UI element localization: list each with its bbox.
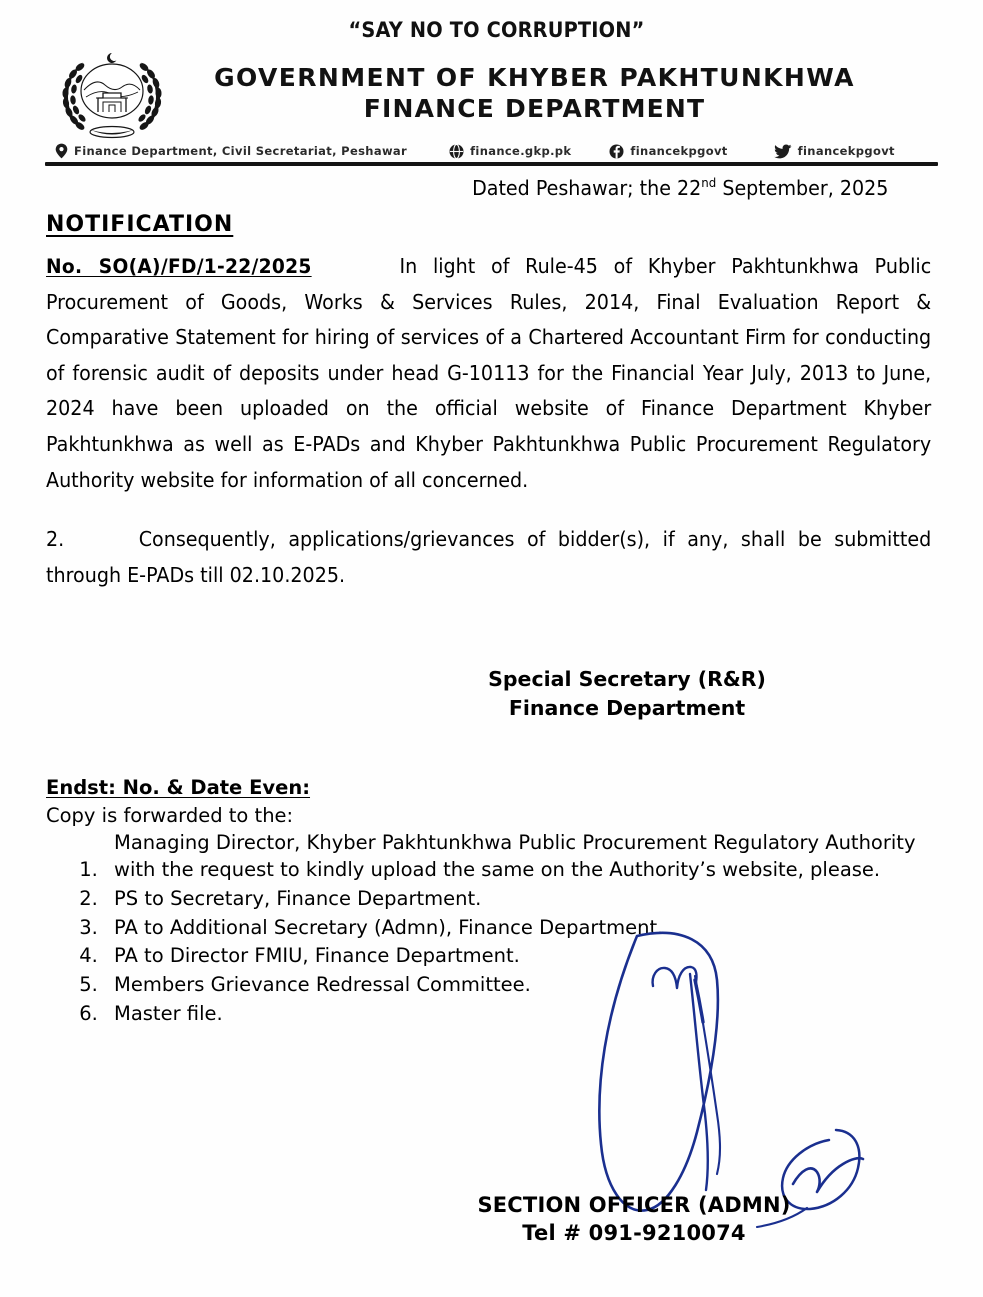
list-item [104, 942, 933, 970]
signatory-top [46, 665, 933, 723]
signatory-bottom-title: SECTION OFFICER (ADMN) [477, 1193, 791, 1217]
recipient-text: Master file. [114, 1001, 223, 1025]
recipient-text: Managing Director, Khyber Pakhtunkhwa Public Procurement Regulatory Authority with the request to kindly upload the same on the Authority’s website, please. [114, 830, 916, 882]
letterhead [0, 0, 983, 166]
recipient-text: PS to Secretary, Finance Department. [114, 886, 482, 910]
recipient-text: PA to Additional Secretary (Admn), Finance Department. [114, 915, 664, 939]
dateline [108, 175, 933, 200]
list-item [104, 829, 933, 884]
contact-website[interactable] [449, 144, 571, 159]
globe-icon [449, 144, 464, 159]
paragraph-two [46, 522, 931, 593]
endorsement-recipient-list [46, 829, 933, 1028]
endorsement-heading-row [46, 724, 933, 799]
signatory-top-title: Special Secretary (R&R) [488, 667, 766, 692]
dateline-suffix: September, 2025 [716, 175, 889, 200]
list-item [104, 1000, 933, 1028]
copy-forwarded-line: Copy is forwarded to the: [46, 803, 294, 827]
paragraph-two-text: Consequently, applications/grievances of bidder(s), if any, shall be submitted through E-PADs till 02.10.2025. [46, 527, 932, 587]
recipient-text: Members Grievance Redressal Committee. [114, 972, 531, 996]
signatory-bottom [0, 1192, 983, 1247]
website-text: finance.gkp.pk [470, 144, 572, 158]
notification-title-row [46, 200, 933, 237]
department-name: FINANCE DEPARTMENT [363, 93, 706, 123]
signatory-top-department: Finance Department [508, 696, 746, 721]
organization-titles [171, 63, 938, 124]
page-title: NOTIFICATION [46, 211, 234, 237]
contact-address [55, 143, 407, 159]
khyber-pakhtunkhwa-government-emblem [53, 46, 171, 141]
list-item [104, 885, 933, 913]
twitter-handle: financekpgovt [797, 144, 895, 158]
contact-twitter[interactable] [774, 144, 895, 159]
document-body [0, 175, 983, 1027]
contact-bar [45, 143, 938, 159]
paragraph-one-text: In light of Rule-45 of Khyber Pakhtunkhwa Public Procurement of Goods, Works & Services Rules, 2014, Final Evaluation Report & Comparative Statement for hiring of services of a Chartered Accountant Firm for conducting of forensic audit of deposits under head G-10113 for the Financial Year July, 2013 to June, 2024 have been uploaded on the official website of Finance Department Khyber Pakhtunkhwa as well as E-PADs and Khyber Pakhtunkhwa Public Procurement Regulatory Authority website for information of all concerned. [46, 253, 932, 492]
anti-corruption-slogan: “SAY NO TO CORRUPTION” [348, 18, 645, 42]
signatory-bottom-phone: Tel # 091-9210074 [522, 1220, 746, 1245]
facebook-icon [609, 144, 624, 159]
recipient-text: PA to Director FMIU, Finance Department. [114, 944, 520, 968]
address-text: Finance Department, Civil Secretariat, Peshawar [74, 144, 408, 158]
list-item [104, 971, 933, 999]
location-pin-icon [55, 143, 68, 159]
twitter-bird-icon [774, 144, 792, 159]
facebook-handle: financekpgovt [630, 144, 728, 158]
endorsement-heading: Endst: No. & Date Even: [46, 775, 311, 799]
reference-number: No. SO(A)/FD/1-22/2025 [46, 254, 312, 278]
dateline-prefix: Dated Peshawar; the 22 [472, 175, 702, 200]
contact-facebook[interactable] [609, 144, 727, 159]
organization-row [45, 46, 938, 141]
paragraph-one [46, 249, 931, 498]
paragraph-two-number: 2. [46, 527, 65, 552]
list-item [104, 914, 933, 942]
government-name: GOVERNMENT OF KHYBER PAKHTUNKHWA [214, 63, 855, 92]
header-divider [45, 162, 938, 166]
dateline-ordinal: nd [701, 175, 717, 190]
